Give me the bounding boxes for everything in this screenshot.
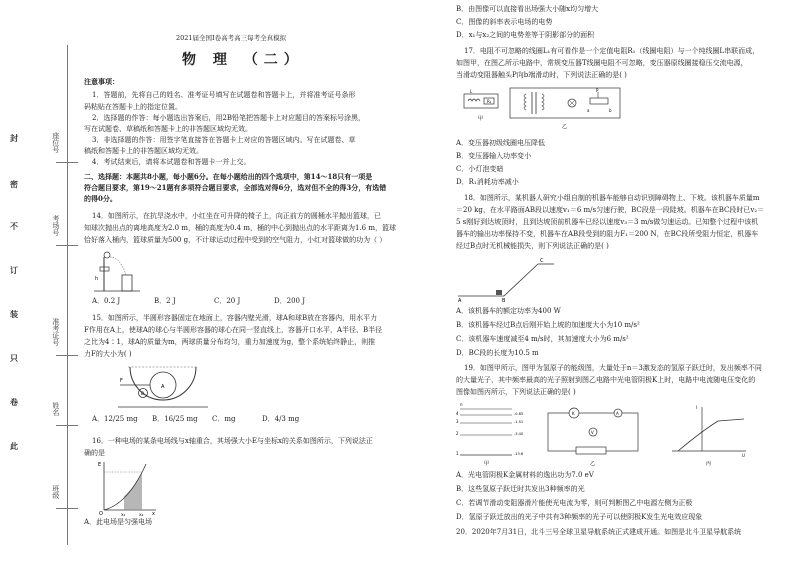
q19-fig-energy-2: -3.40 (514, 432, 524, 436)
field-line (56, 355, 78, 356)
q18-fig-label-c: C (540, 258, 544, 264)
q17-stem: 当滑动变阻器触头P向b端滑动时，下列说法正确的是( ) (456, 71, 627, 79)
q19-stem: 的大量光子，其中频率最高的光子照射到图乙电路中光电管阴极K上时，电路中电流随电压变化的 (456, 376, 756, 384)
notes-line: 稿纸和答题卡上的非答题区域均无效。 (84, 147, 203, 155)
q14-fig-label: h (95, 276, 99, 282)
q17-fig-label-p: P (596, 88, 599, 93)
q19-option-a: A．光电管阴极K金属材料的逸出功为7.0 eV (456, 471, 594, 479)
q15-stem: 力F的大小为( ) (84, 350, 132, 358)
seal-char: 卷 (10, 397, 18, 407)
q14-option-c: C．20 J (214, 297, 241, 305)
notes-heading: 注意事项： (84, 77, 119, 86)
q16-fig-label-o: O (99, 511, 103, 516)
q18-option-d: D．BC段的长度为10.5 m (456, 349, 539, 357)
q15-figure (118, 363, 210, 409)
field-name: 姓名 (51, 402, 60, 416)
notes-line: 3．非选择题的作答：用签字笔直接答在答题卡上对应的答题区域内。写在试题卷、草 (92, 136, 356, 144)
q16-option-a: A．此电场是匀强电场 (84, 518, 153, 526)
q17-fig-label-b: b (609, 108, 612, 113)
q16-figure (98, 460, 158, 516)
field-line (56, 245, 78, 246)
seal-char: 订 (10, 265, 18, 275)
q14-stem: 14．如图所示，在抗旱浇水中，小红坐在可升降的椅子上，向正前方的圆桶水平抛出篮球，已 (92, 212, 381, 220)
q18-option-c: C．该机器车速度减至4 m/s时，其加速度大小为6 m/s² (456, 335, 629, 343)
q15-option-c: C．mg (212, 415, 236, 423)
seal-char: 只 (10, 353, 18, 363)
q17-stem: 17．电阻不可忽略的线圈L₁有可看作是一个定值电阻R₁（线圈电阻）与一个纯线圈L串联而成， (464, 47, 760, 55)
seal-char: 装 (10, 309, 18, 319)
q17-option-b: B．变压器输入功率变小 (456, 152, 532, 160)
binding-margin (0, 0, 82, 562)
section-line: 二、选择题：本题共8小题，每小题6分。在每小题给出的四个选项中，第14～18只有一项是 (84, 172, 373, 181)
notes-line: 4．考试结束后，请将本试题卷和答题卡一并上交。 (92, 158, 251, 166)
q16-stem: 确的是 (84, 449, 105, 457)
q17-fig-caption-a: 甲 (478, 116, 484, 122)
q16-option-b: B．由图像可以直接看出场强大小随x均匀增大 (456, 5, 599, 13)
seal-char: 封 (10, 133, 18, 143)
seal-char: 不 (10, 221, 18, 231)
q19-fig-level-4: 4 (456, 411, 459, 416)
q19-fig-label-ammeter: A (616, 411, 619, 416)
q18-option-a: A．该机器车的额定功率为400 W (456, 307, 561, 315)
field-line (56, 425, 78, 426)
field-exam-room: 考场号 (51, 215, 60, 236)
q17-option-a: A．变压器初级线圈电压降低 (456, 139, 546, 147)
q19-fig-level-2: 2 (456, 431, 459, 436)
q15-fig-label-a: A (161, 384, 165, 390)
q17-figure (462, 84, 630, 134)
q15-option-a: A．12/25 mg (92, 415, 138, 423)
q19-fig-caption-b: 乙 (590, 461, 596, 467)
q17-option-d: D．R₁消耗功率减小 (456, 178, 519, 186)
q16-option-c: C．图像的斜率表示电场的电势 (456, 18, 553, 26)
q19-fig-energy-1: -13.6 (514, 452, 524, 456)
q14-option-d: D．200 J (274, 297, 306, 305)
q16-stem: 16．一种电场的某条电场线与x轴重合，其场强大小E与坐标x的关系如图所示，下列说法正 (92, 437, 373, 445)
q20-stem: 20．2020年7月31日，北斗三号全球卫星导航系统正式建成开通。如图是北斗卫星导航系统 (456, 528, 742, 536)
q18-option-b: B．该机器车经过B点后刚开始上坡的加速度大小为10 m/s² (456, 321, 640, 329)
q17-fig-label-a: a (587, 108, 590, 113)
q19-fig-axis-i: I (696, 405, 698, 410)
q19-fig-level-3: 3 (456, 419, 459, 424)
field-seat-number: 座位号 (51, 132, 60, 153)
notes-line: 1．答题前，先将自己的姓名、准考证号填写在试题卷和答题卡上，并将准考证号条形 (92, 91, 356, 99)
q19-fig-label-v: V (591, 430, 594, 435)
q15-stem: 之比为4∶1，球A的质量为m，两球质量分布均匀，重力加速度为g，整个系统始终静止，则推 (84, 338, 376, 346)
q18-fig-label-a: A (458, 298, 462, 302)
q14-stem: 恰好落入桶内，篮球质量为500 g，不计球运动过程中受到的空气阻力，小红对篮球做的功为（ ） (84, 236, 387, 244)
q18-stem: ＝20 kg，在水平路面AB段以速度v₁＝6 m/s匀速行驶，BC段是一段陡坡。机器车在BC段时已v₂＝ (456, 206, 765, 214)
q19-figure (456, 401, 766, 467)
q15-fig-label-f: F (120, 378, 123, 384)
q16-fig-label-e: E (98, 462, 102, 468)
q17-fig-label-r1: R₁ (487, 99, 492, 104)
q19-stem: 19．如图甲所示，图甲为氢原子的能级图，大量处于n＝3激发态的氢原子跃迁时，发出频率不同 (464, 364, 762, 372)
seal-char: 密 (10, 179, 18, 189)
q18-stem: 器车的输出功率保持不变，机器车在AB段受到的阻力F₁＝200 N，在BC段所受阻力恒定，机器车 (456, 230, 759, 238)
q18-stem: 经过B点时无机械能损失，则下列说法正确的是( ) (456, 242, 609, 250)
q19-fig-axis-u: U (742, 453, 745, 458)
notes-line: 码粘贴在答题卡上的指定位置。 (84, 103, 182, 111)
q19-fig-level-n: n (460, 402, 463, 407)
q18-figure (456, 254, 556, 302)
q15-stem: F作用在A上，使球A的球心与半圆形容器的球心在同一竖直线上，容器开口水平，A半径、B半径 (84, 326, 383, 334)
exam-title: 物 理 （二） (182, 52, 304, 68)
q19-fig-caption-a: 甲 (484, 461, 490, 467)
q19-stem: 图像如图丙所示，下列说法正确的是( ) (456, 388, 576, 396)
q19-fig-level-1: 1 (456, 451, 459, 456)
field-class: 班级 (51, 485, 60, 499)
q14-option-b: B．2 J (154, 297, 176, 305)
section-line: 符合题目要求，第19～21题有多项符合题目要求，全部选对得6分，选对但不全的得3分，有选错 (84, 183, 387, 192)
q14-figure (94, 249, 142, 293)
q18-fig-label-b: B (502, 298, 506, 302)
q17-fig-label-l: L (470, 89, 473, 94)
q15-option-b: B．16/25 mg (152, 415, 198, 423)
q19-option-d: D．氢原子跃迁放出的光子中共有3种频率的光子可以使阴极K发生光电效应现象 (456, 513, 703, 521)
q16-fig-label-x1: x₁ (121, 513, 126, 516)
q15-stem: 15．如图所示，半圆形容器固定在地面上，容器内壁光滑，球A和球B放在容器内，用水平力 (92, 314, 378, 322)
field-line (56, 508, 78, 509)
q17-option-c: C．小灯泡变暗 (456, 165, 504, 173)
q19-fig-label-k: K (572, 411, 575, 416)
q14-option-a: A．0.2 J (92, 297, 121, 305)
q16-fig-label-x2: x₂ (139, 513, 144, 516)
exam-subtitle: 2021届全国Ⅰ卷高考高三每考全真模拟 (176, 34, 287, 42)
q18-stem: 5 s刚好到达坡顶时，且到达坡顶前机器车已经以速度v₃＝3 m/s做匀速运动。已知整个过程中该机 (456, 218, 759, 226)
q19-fig-energy-4: -0.85 (514, 412, 524, 416)
seal-char: 此 (10, 441, 18, 451)
field-line (56, 162, 78, 163)
notes-line: 写在试题卷、草稿纸和答题卡上的非答题区域均无效。 (84, 125, 252, 133)
field-ticket-number: 准考证号 (51, 318, 60, 346)
q15-fig-label-b: B (141, 392, 145, 397)
section-line: 的得0分。 (84, 194, 117, 203)
q19-option-c: C．若调节滑动变阻器滑片能使光电流为零，则可判断图乙中电源左侧为正极 (456, 499, 693, 507)
q15-option-d: D．4/3 mg (262, 415, 300, 423)
q16-option-d: D．x₁与x₂之间的电势差等于阴影部分的面积 (456, 31, 595, 39)
q17-fig-caption-b: 乙 (562, 124, 568, 130)
notes-line: 2．选择题的作答：每小题选出答案后，用2B铅笔把答题卡上对应题目的答案标号涂黑， (92, 114, 366, 122)
q18-stem: 18．如图所示，某机器人研究小组自制的机器车能够自动识别障碍物上、下坡。该机器车质量m (464, 194, 760, 202)
q19-fig-caption-c: 丙 (706, 461, 712, 467)
binding-line (67, 45, 68, 545)
q17-stem: 如图甲，在图乙所示电路中，常规变压器T线圈电阻不可忽略，变压器原线圈接稳压交流电源， (456, 59, 748, 67)
q19-fig-energy-3: -1.51 (514, 420, 524, 424)
q16-fig-label-x: x (152, 511, 155, 516)
q19-option-b: B．这些氢原子跃迁时共发出3种频率的光 (456, 485, 585, 493)
q14-stem: 知球次抛出点的离地高度为2.0 m，桶的高度为0.4 m，桶的中心到抛出点的水平距离为1.6 m，篮球 (84, 224, 396, 232)
